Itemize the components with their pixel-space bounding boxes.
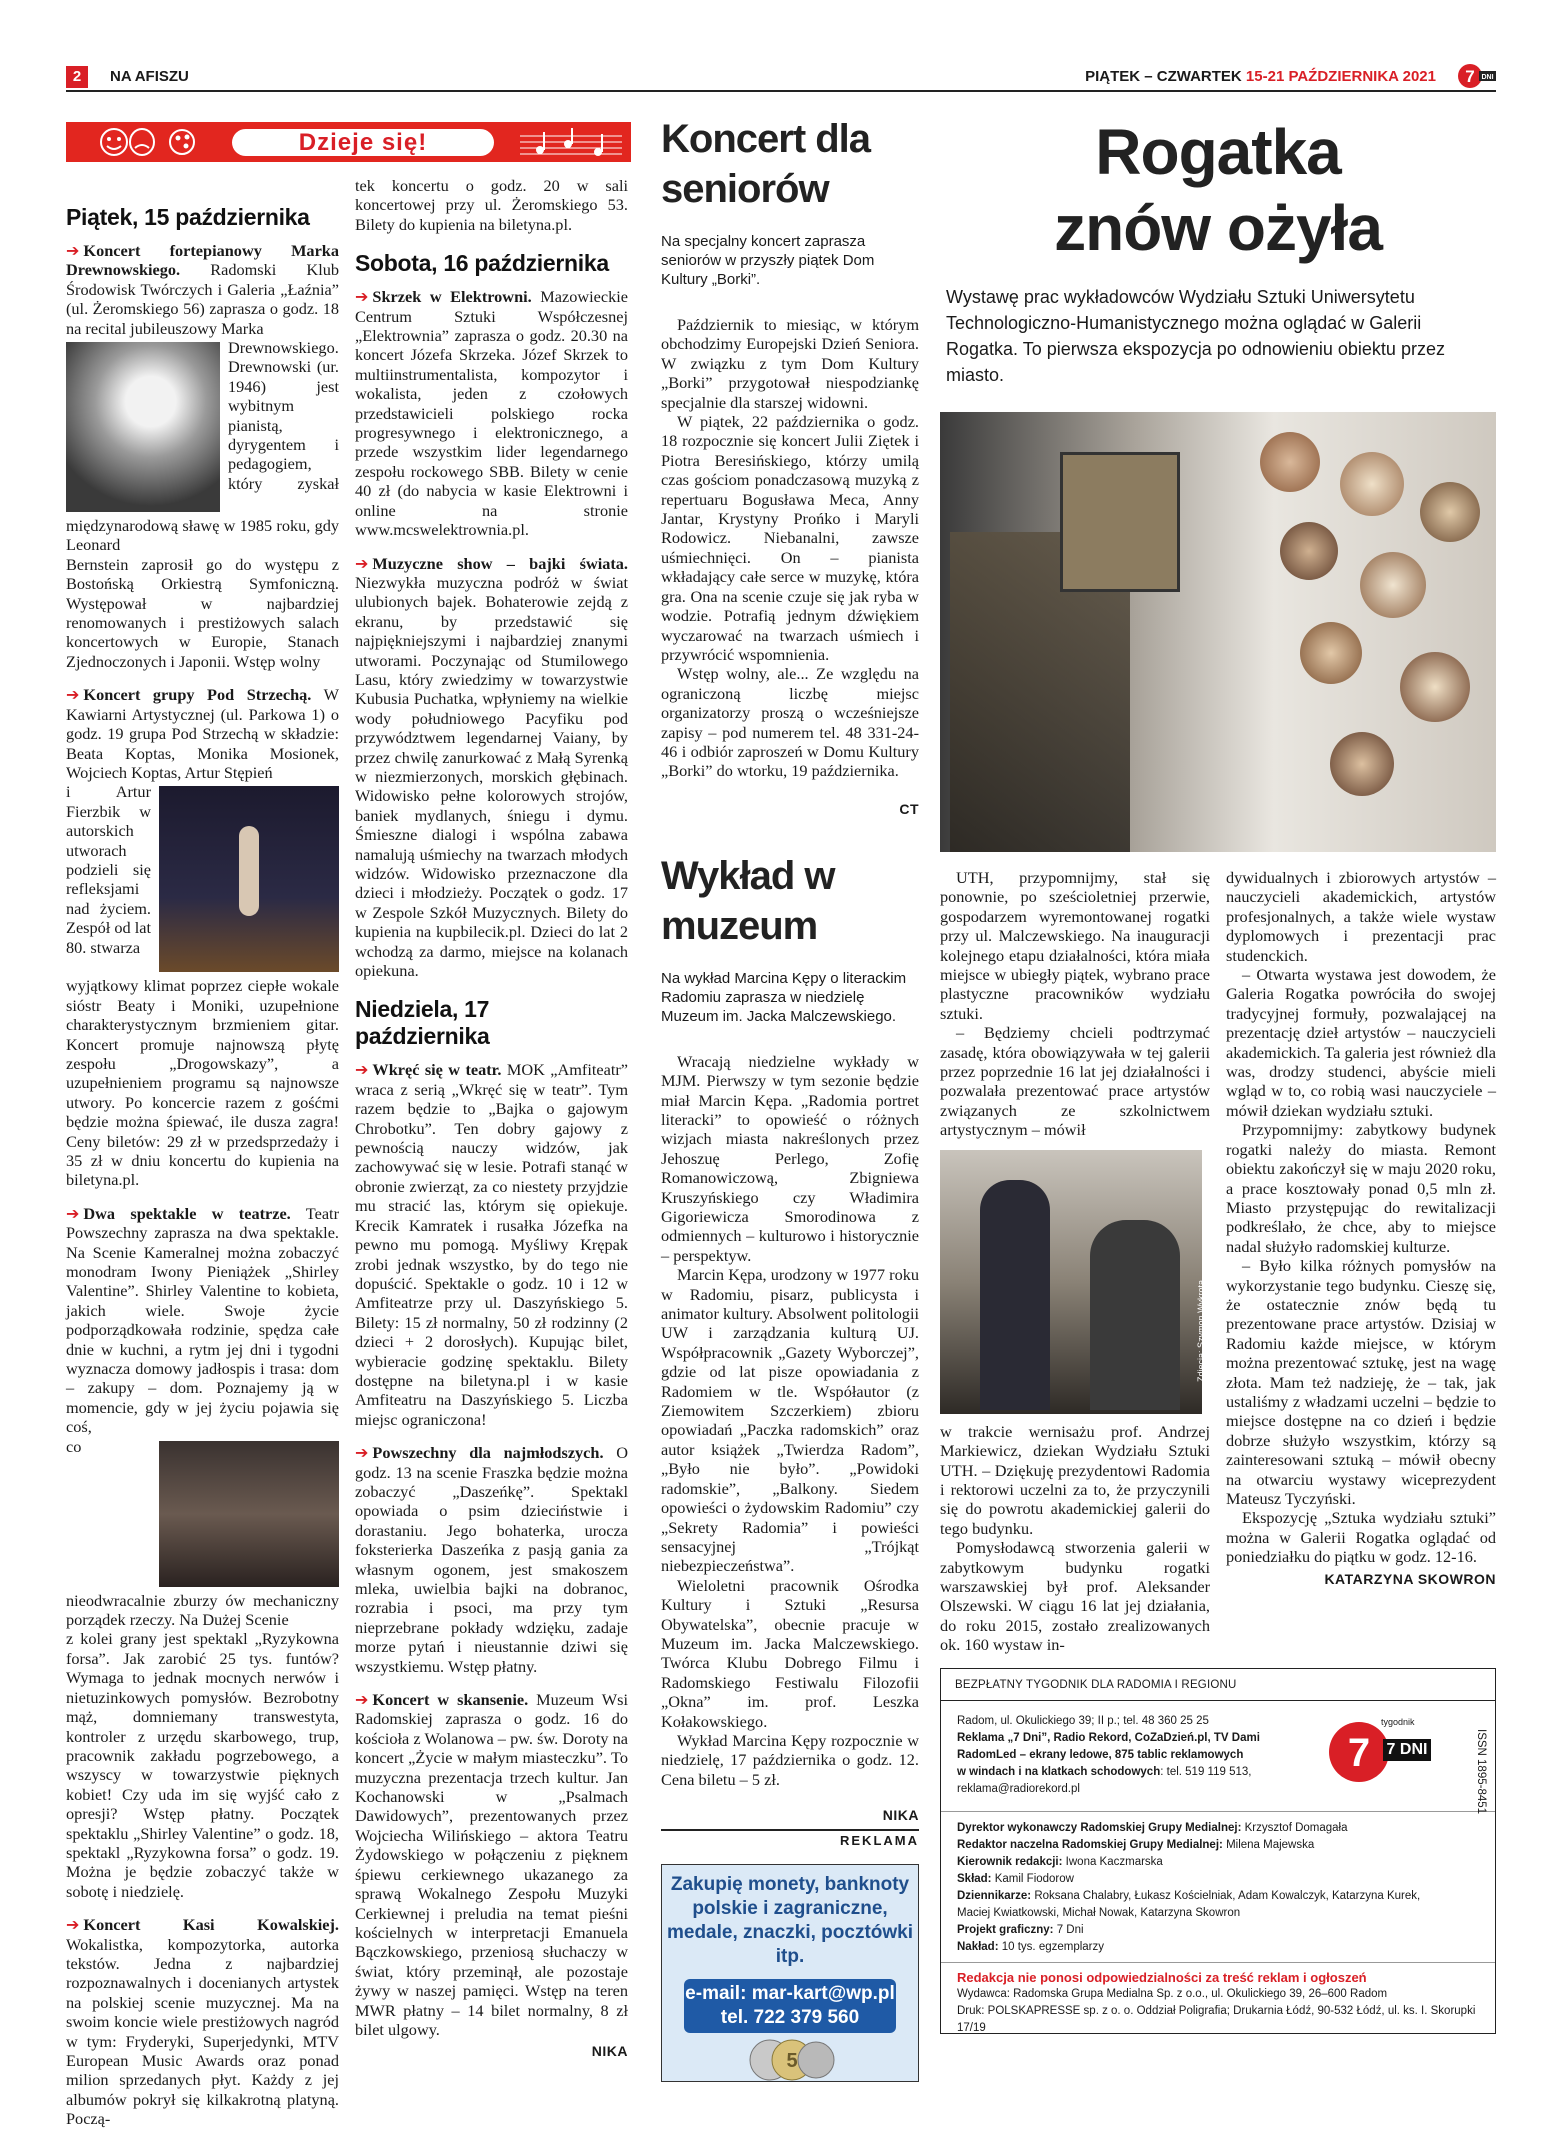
arrow-icon: ➔ [355, 1443, 369, 1463]
staff-5b: Maciej Kwiatkowski, Michał Nowak, Katarzyna Skowron [957, 1907, 1241, 1919]
day-heading-friday: Piątek, 15 października [66, 204, 310, 230]
ad-phone: tel. 722 379 560 [720, 2007, 860, 2029]
ad-text: Zakupię monety, banknoty polskie i zagraniczne, medale, znaczki, pocztówki itp. [666, 1874, 914, 1968]
events-column-2 [355, 176, 628, 2059]
media-line: Reklama „7 Dni”, Radio Rekord, CoZaDzień.pl, TV Dami [957, 1732, 1260, 1744]
event-piano-title: Koncert fortepianowy Marka Drewnowskiego. [66, 241, 339, 280]
issn: ISSN 1895-8451 [1475, 1729, 1487, 1815]
speaker-figure [980, 1180, 1050, 1410]
publisher: Wydawca: Radomska Grupa Medialna Sp. z o.o., ul. Okulickiego 39, 26–600 Radom [957, 1988, 1388, 2000]
logo-7dni-icon [1456, 62, 1496, 90]
event-kowalska-title: Koncert Kasi Kowalskiej. [83, 1915, 339, 1935]
event-skrzek [355, 287, 628, 539]
rogatka-text-2: – Będziemy chcieli podtrzymać zasadę, która obowiązywała w tej galerii przez poprzednie 16 lat jej działalności i pozwalała prezentować prace artystów związanych ze szkolnictwem artystycznym – mówił [940, 1023, 1210, 1140]
rogatka-body-right [1226, 868, 1496, 1655]
seniors-body-1: Październik to miesiąc, w którym obchodzimy Europejski Dzień Seniora. W związku z tym Dom Kultury „Borki” przygotował niespodziankę specjalnie dla starszej widowni. [661, 315, 919, 412]
event-theatre-text-2: co nieodwracalnie zburzy ów mechaniczny porządek rzeczy. Na Dużej Scenie [66, 1436, 339, 1630]
lecture-body-1: Wracają niedzielne wykłady w MJM. Pierwszy w tym sezonie będzie miał Marcin Kępa. „Radomia portret literacki” to opowieść o różnych wizjach miasta nakreślonych przez Jehoszuę Perlego, Zofię Romanowiczową, Zbigniewa Kruszyńskiego czy Władimira Gigoriewicza Smorodinowa z odmiennych – kulturowo i historycznie – perspektyw. [661, 1051, 919, 1265]
lecture-title: Wykład w muzeum [661, 853, 835, 948]
ceramic-plate [1280, 522, 1338, 580]
ad-email-address: reklama@radiorekord.pl [957, 1783, 1080, 1795]
music-notes-icon [516, 128, 626, 158]
day-heading-sunday: Niedziela, 17 października [355, 996, 490, 1050]
theatre-masks-icon [92, 126, 212, 158]
arrow-icon: ➔ [355, 553, 369, 573]
staff-7: Nakład: 10 tys. egzemplarzy [957, 1941, 1105, 1953]
event-powszechny [355, 1443, 628, 1676]
rogatka-text-4: Pomysłodawcą stworzenia galerii w zabytkowym budynku rogatki warszawskiej był prof. Aleksander Olszewski. W ciągu 16 lat jej działania, do roku 2015, zostało zrealizowanych ok. 160 wystaw in- [940, 1538, 1210, 1655]
painting-frame [1060, 452, 1180, 592]
ad-email: e-mail: mar-kart@wp.pl [685, 1983, 895, 2005]
ceramic-plate [1360, 552, 1426, 618]
page-header [66, 64, 1496, 92]
singer-figure [239, 826, 259, 916]
event-show-text: Niezwykła muzyczna podróż w świat ulubionych bajek. Bohaterowie zejdą z ekranu, by przedstawić się najpiękniejszymi i najbardziej znanymi utworami. Poczynając od Stumilowego Lasu, który zwiedzimy w towarzystwie Kubusia Puchatka, wpłyniemy na wielkie wody południowego Pacyfiku pod przywództwem legendarnej Vaiany, by przez chwilę zanurkować z Małą Syrenką w niezmierzonych, morskich głębinach. Widowisko pełne kolorowych strojów, baniek mydlanych, śniegu i dymu. Śmieszne dialogi i wspólna zabawa namalują uśmiechy na twarzach młodych widzów. Widowisko przeznaczone dla dzieci i młodzieży. Początek o godz. 17 w Zespole Szkół Muzycznych. Bilety do kupienia na kupbilecik.pl. Dzieci do lat 2 wchodzą za darmo, miejsce na kolanach opiekuna. [355, 572, 628, 981]
events-banner [66, 122, 631, 162]
event-teatr-mok [355, 1060, 628, 1429]
arrow-icon: ➔ [355, 1690, 369, 1710]
event-skrzek-title: Skrzek w Elektrowni. [372, 287, 532, 307]
speakers-photo [940, 1150, 1206, 1414]
events-column-1 [66, 196, 339, 2129]
speaker-figure [1090, 1220, 1180, 1410]
rogatka-title-line-1: Rogatka [1095, 116, 1341, 188]
svg-text:7: 7 [1465, 67, 1475, 86]
event-theatre [66, 1204, 339, 1437]
event-piano [66, 241, 339, 338]
logo-text: 7 DNI [1383, 1739, 1431, 1761]
logo-7dni: tygodnik 7 7 DNI [1325, 1717, 1435, 1787]
coins-icon [730, 2037, 850, 2083]
seniors-body-2: W piątek, 22 października o godz. 18 rozpocznie się koncert Julii Ziętek i Piotra Beresińskiego, którzy umilą czas gościom ponadczasową muzyką z repertuaru Bogusława Meca, Anny Jantar, Krystyny Prońko i Maryli Rodowicz. Niebanalni, zawsze uśmiechnięci. On – pianista wkładający całe serce w muzykę, która gra. Ona na scenie czuje się jak ryba w wodzie. Potrafią jednym dźwiękiem wyczarować na twarzach uśmiech i przywrócić wspomnienia. [661, 412, 919, 664]
ceramic-plate [1300, 622, 1362, 684]
rogatka-text-8: – Było kilka różnych pomysłów na wykorzystanie tego budynku. Cieszę się, że ostatecznie znów będą tu prezentowane prace artystów. Dzisiaj w Radomiu każde miejsce, w którym można prezentować sztukę, jest na wagę złota. Mam też nadzieję, że – tak, jak ustaliśmy z władzami uczelni – będzie to miejsce dostępne na co dzień i będzie dobrze służyło wszystkim, którzy są zainteresowani sztuką – mówił obecny na otwarciu wystawy wiceprezydent Mateusz Tyczyński. [1226, 1256, 1496, 1508]
event-powszechny-text: O godz. 13 na scenie Fraszka będzie można zobaczyć „Daszeńkę”. Spektakl opowiada o psim dzieciństwie i dorastaniu. Jego bohaterka, urocza foksterierka Daszeńka z pasją gania za własnym ogonem, jest smakoszem mleka, uwielbia bajki na dobranoc, rozrabia i psoci, ma przy tym nieprzebrane pokłady wdzięku, zadaje morze pytań i nieustannie dziwi się wszystkiemu. Wstęp płatny. [355, 1443, 628, 1676]
rogatka-text-9: Ekspozycję „Sztuka wydziału sztuki” można w Galerii Rogatka oglądać od poniedziałku do piątku w godz. 12-16. [1226, 1508, 1496, 1567]
arrow-icon: ➔ [355, 1060, 369, 1080]
event-skansen-text: Muzeum Wsi Radomskiej zaprasza o godz. 16 do kościoła z Wolanowa – pw. św. Doroty na koncert „Życie w małym miasteczku”. To muzyczna prezentacja trzech kultur. Jan Kochanowski w „Psalmach Dawidowych”, prezentowanych przez Wojciecha Wilińskiego – aktora Teatru Żydowskiego w połączeniu z pięknem śpiewu cerkiewnego ukazanego za sprawą Wokalnego Zespołu Muzyki Cerkiewnej i preludia na temat pieśni kościelnych w interpretacji Emanuela Bączkowskiego, przeniosą słuchaczy w świat, który przeminął, ale pozostaje żywy w naszej pamięci. Wstęp na teren MWR płatny – 14 bilet normalny, 8 zł bilet ulgowy. [355, 1690, 628, 2039]
day-heading-saturday: Sobota, 16 października [355, 250, 609, 277]
staff-6: Projekt graficzny: 7 Dni [957, 1924, 1084, 1936]
staff-3: Kierownik redakcji: Iwona Kaczmarska [957, 1856, 1163, 1868]
event-band-text-2: i Artur Fierzbik w autorskich utworach podzieli się refleksjami nad życiem. Zespół od lat 80. stwarza [66, 782, 152, 957]
svg-text:5: 5 [786, 2050, 798, 2073]
date-prefix: PIĄTEK – CZWARTEK [1085, 68, 1242, 85]
ceramic-plate [1400, 652, 1470, 722]
rogatka-signature: KATARZYNA SKOWRON [1324, 1570, 1496, 1587]
lecture-lede: Na wykład Marcina Kępy o literackim Radomiu zaprasza w niedzielę Muzeum im. Jacka Malczewskiego. [661, 969, 907, 1025]
rogatka-body [940, 868, 1496, 1655]
seniors-body-3: Wstęp wolny, ale... Ze względu na ograniczoną liczbę miejsc organizatorzy proszą o wcześniejsze zapisy – pod numerem tel. 48 331-24-46 i odbiór zaproszeń w Domu Kultury „Borki” do wtorku, 19 października. [661, 664, 919, 781]
ceramic-plate [1340, 452, 1404, 516]
staff-1: Dyrektor wykonawczy Radomskiej Grupy Medialnej: Krzysztof Domagała [957, 1822, 1348, 1834]
event-show [355, 554, 628, 981]
section-title: NA AFISZU [110, 68, 189, 85]
event-theatre-text-3: z kolei grany jest spektakl „Ryzykowna forsa”. Jak zarobić 25 tys. funtów? Wymaga to jednak mocnych nerwów i nietuzinkowych pomysłów. Bezrobotny mąż, domniemany transwestyta, kontroler z urzędu skarbowego, trup, pracownik zakładu pogrzebowego, a wszyscy w towarzystwie pięknych kobiet! Czy uda im się wyjść cało z opresji? Wstęp płatny. Początek spektaklu „Shirley Valentine” o godz. 18, spektakl „Ryzykowna forsa” o godz. 19. Można je będzie zobaczyć także w sobotę i niedzielę. [66, 1629, 339, 1901]
events-banner-title: Dzieje się! [232, 129, 494, 156]
event-piano-text-3: Bernstein zaprosił go do występu z Bostońską Orkiestrą Symfoniczną. Występował w najbardziej renomowanych i prestiżowych salach koncertowych w Europie, Stanach Zjednoczonych i Japonii. Wstęp wolny [66, 554, 339, 671]
ceramic-plate [1420, 482, 1480, 542]
event-kowalska-text-2: tek koncertu o godz. 20 w sali koncertowej przy ul. Żeromskiego 53. Bilety do kupienia na biletyna.pl. [355, 176, 628, 234]
photo-credit: Zdjęcia: Szymon Wykrota [1196, 1279, 1206, 1382]
issue-date [1085, 68, 1436, 85]
page-number: 2 [66, 66, 88, 88]
ceramic-plate [1330, 732, 1394, 796]
seniors-lede: Na specjalny koncert zaprasza seniorów w przyszły piątek Dom Kultury „Borki”. [661, 233, 875, 288]
event-skrzek-text: Mazowieckie Centrum Sztuki Współczesnej „Elektrownia” zaprasza o godz. 20.30 na koncert Józefa Skrzeka. Józef Skrzek to multiinstrumentalista, kompozytor i wokalista, jeden z czołowych przedstawicieli polskiego rocka progresywnego i elektronicznego, a przede wszystkim lider legendarnego zespołu rockowego SBB. Bilety w cenie 40 zł (do nabycia w kasie Elektrowni i online na stronie www.mcswelektrownia.pl. [355, 287, 628, 540]
event-teatr-mok-title: Wkręć się w teatr. [372, 1060, 502, 1080]
arrow-icon: ➔ [66, 1203, 80, 1223]
event-band-text-3: wyjątkowy klimat poprzez ciepłe wokale sióstr Beaty i Moniki, uzupełnione charakterystycznym brzmieniem gitar. Koncert promuje najnowszą płytę zespołu „Drogowskazy”, a uzupełnieniem programu są najnowsze utwory. Po koncercie razem z gośćmi będzie można śpiewać, ile dusza zagra! Ceny biletów: 29 zł w przedsprzedaży i 35 zł w dniu koncertu do kupienia na biletyna.pl. [66, 976, 339, 1190]
event-skansen [355, 1690, 628, 2039]
lecture-body-2: Marcin Kępa, urodzony w 1977 roku w Radomiu, pisarz, publicysta i animator kultury. Absolwent politologii UW i zarządzania kulturą UJ. Współpracownik „Gazety Wyborczej”, gdzie od lat pisze opowiadania z Radomiem w tle. Współautor (z Ziemowitem Szczerkiem) zbioru opowiadań „Paczka radomskich” oraz autor książek „Twierdza Radom”, „Było nie było”. „Powidoki radomskie”, „Balkony. Siedem opowieści o żydowskim Radomiu” czy „Sekrety Radomia” i powieści sensacyjnej „Trójkąt niebezpieczeństwa”. [661, 1265, 919, 1576]
contact-block [957, 1713, 1479, 1805]
rogatka-text-1: UTH, przypomnijmy, stał się ponownie, po sześcioletniej przerwie, gospodarzem wyremontowanej rogatki przy ul. Malczewskiego. Na inauguracji kolejnego etapu działalności, która miała miejsce w ubiegły piątek, wybrano prace plastyczne pracowników wydziału sztuki. [940, 868, 1210, 1023]
arrow-icon: ➔ [66, 241, 80, 260]
event-band-text: W Kawiarni Artystycznej (ul. Parkowa 1) o godz. 19 grupa Pod Strzechą w składzie: Beata Koptas, Monika Mosionek, Wojciech Koptas, Artur Stępień [66, 685, 340, 782]
event-theatre-title: Dwa spektakle w teatrze. [83, 1203, 291, 1223]
rogatka-text-6: – Otwarta wystawa jest dowodem, że Galeria Rogatka powróciła do swojej tradycyjnej formuły, pozwalającej na prezentację dzieł artystów – nauczycieli akademickich. Ta galeria jest również dla was, drodzy studenci, abyście mieli wgląd w to, co robią wasi nauczyciele – mówił dziekan wydziału sztuki. [1226, 965, 1496, 1120]
seniors-signature: CT [899, 800, 919, 817]
rogatka-text-5: dywidualnych i zbiorowych artystów – nauczycieli akademickich, artystów profesjonalnych, a także wiele wystaw dyplomowych i prezentacji prac studenckich. [1226, 868, 1496, 965]
gallery-photo [940, 412, 1496, 852]
theatre-photo [159, 1441, 339, 1587]
lecture-body-3: Wieloletni pracownik Ośrodka Kultury i Sztuki „Resursa Obywatelska”, obecnie pracuje w Muzeum im. Jacka Malczewskiego. Twórca Klubu Dobrego Filmu i Radomskiego Festiwalu Filozofii „Okna” im. prof. Leszka Kołakowskiego. [661, 1575, 919, 1731]
staff-5: Dziennikarze: Roksana Chalabry, Łukasz Kościelniak, Adam Kowalczyk, Katarzyna Kurek, [957, 1890, 1421, 1902]
printer: Druk: POLSKAPRESSE sp. z o. o. Oddział Poligrafia; Drukarnia Łódź, 90-532 Łódź, ul. ks. I. Skorupki 17/19 [957, 2005, 1476, 2034]
date-range: 15-21 PAŹDZIERNIKA 2021 [1245, 68, 1436, 85]
address: Radom, ul. Okulickiego 39; II p.; tel. 48 360 25 25 [957, 1715, 1209, 1727]
event-powszechny-title: Powszechny dla najmłodszych. [372, 1443, 604, 1463]
band-photo [159, 786, 339, 972]
svg-text:7: 7 [1347, 1731, 1371, 1775]
event-kowalska [66, 1915, 339, 2128]
event-skansen-title: Koncert w skansenie. [372, 1690, 529, 1710]
lecture-body-4: Wykład Marcina Kępy rozpocznie w niedzielę, 17 października o godz. 12. Cena biletu – 5 zł. [661, 1730, 919, 1789]
led-line-2: w windach i na klatkach schodowych: tel. 519 119 513, [957, 1766, 1252, 1778]
disclaimer: Redakcja nie ponosi odpowiedzialności za treść reklam i ogłoszeń [957, 1970, 1367, 1985]
event-band-title: Koncert grupy Pod Strzechą. [83, 685, 312, 705]
event-theatre-text: Teatr Powszechny zaprasza na dwa spektakle. Na Scenie Kameralnej można zobaczyć monodram Iwony Pieniążek „Shirley Valentine”. Shirley Valentine to kobieta, jakich wiele. Swoje życie podporządkowała rodzinie, spędza całe dnie w kuchni, a rytm jej dni i tygodni wyznacza domowy jadłospis i trasa: dom – zakupy – dom. Poznajemy ją w momencie, gdy w jej życiu pojawia się coś, [66, 1203, 340, 1437]
rogatka-text-3: w trakcie wernisażu prof. Andrzej Markiewicz, dziekan Wydziału Sztuki UTH. – Dziękuję prezydentowi Radomia i rektorowi uczelni za to, że przyczynili się do powrotu akademickiej galerii do tego budynku. [940, 1421, 1210, 1538]
ad-contact [684, 1979, 896, 2033]
svg-text:DNI: DNI [1481, 74, 1494, 81]
column-3 [661, 114, 919, 2082]
pianist-photo [66, 342, 220, 512]
event-show-title: Muzyczne show – bajki świata. [372, 553, 628, 573]
rogatka-text-7: Przypomnijmy: zabytkowy budynek rogatki należy do miasta. Remont obiektu zakończył się w maju 2020 roku, a prace kosztowały ponad 0,5 mln zł. Miasto przystępując do rewitalizacji podkreślało, że chce, aby to miejsce nadal służyło radomskiej kulturze. [1226, 1120, 1496, 1256]
impressum-title: BEZPŁATNY TYGODNIK DLA RADOMIA I REGIONU [941, 1677, 1495, 1701]
event-teatr-mok-text: MOK „Amfiteatr” wraca z serią „Wkręć się w teatr”. Tym razem będzie to „Bajka o gajowym Chrobotku”. Ten dobry gajowy z pewnością nauczy widzów, jak zachowywać się w lesie. Potrafi stanąć w obronie zwierząt, za co niestety przyjdzie mu stracić las, którym się opiekuje. Krecik Kamratek i rusałka Józefka na pewno mu pomogą. Myśliwy Krępak zrobi jednak wszystko, by do tego nie dopuścić. Spektakle o godz. 10 i 12 w Amfiteatrze przy ul. Daszyńskiego 5. Bilety: 15 zł normalny, 50 zł rodzinny (2 dzieci + 2 dorosłych). Kupując bilet, wybieracie godzinę spektaklu. Bilety dostępne na biletyna.pl i w kasie Amfiteatru na Daszyńskiego 5. Liczba miejsc ograniczona! [355, 1060, 629, 1429]
lecture-signature: NIKA [882, 1807, 919, 1824]
arrow-icon: ➔ [66, 685, 80, 705]
arrow-icon: ➔ [355, 287, 369, 307]
events-signature: NIKA [591, 2043, 628, 2060]
arrow-icon: ➔ [66, 1915, 80, 1935]
staff-4: Skład: Kamil Fiodorow [957, 1873, 1074, 1885]
coin-ad [661, 1864, 919, 2082]
ceramic-plate [1260, 432, 1320, 492]
staff-2: Redaktor naczelna Radomskiej Grupy Medialnej: Milena Majewska [957, 1839, 1315, 1851]
event-piano-text-2: Drewnowskiego. Drewnowski (ur. 1946) jest wybitnym pianistą, dyrygentem i pedagogiem, który zyskał międzynarodową sławę w 1985 roku, gdy Leonard [66, 338, 339, 555]
event-band [66, 685, 339, 782]
event-piano-text: Radomski Klub Środowisk Twórczych i Galeria „Łaźnia” (ul. Żeromskiego 56) zaprasza o godz. 18 na recital jubileuszowy Marka [66, 260, 339, 338]
impressum-box [940, 1668, 1496, 2034]
rogatka-lede: Wystawę prac wykładowców Wydziału Sztuki Uniwersytetu Technologiczno-Humanistycznego można oglądać w Galerii Rogatka. To pierwsza ekspozycja po odnowieniu obiektu przez miasto. [946, 287, 1445, 385]
ad-label: REKLAMA [661, 1829, 919, 1848]
led-line: RadomLed – ekrany ledowe, 875 tablic reklamowych [957, 1749, 1244, 1761]
event-kowalska-text: Wokalistka, kompozytorka, autorka tekstów. Jedna z najbardziej rozpoznawalnych i docenianych artystek na polskiej scenie muzycznej. Ma na swoim koncie wiele prestiżowych nagród w tym: Fryderyki, Superjedynki, MTV European Music Awards oraz ponad milion sprzedanych płyt. Każdy z jej albumów pokrył się kilkakrotną platyną. Począ- [66, 1934, 339, 2129]
rogatka-title-line-2: znów ożyła [1054, 192, 1382, 264]
rogatka-body-left [940, 868, 1210, 1655]
rogatka-article [940, 114, 1496, 1655]
seniors-title: Koncert dla seniorów [661, 117, 871, 211]
